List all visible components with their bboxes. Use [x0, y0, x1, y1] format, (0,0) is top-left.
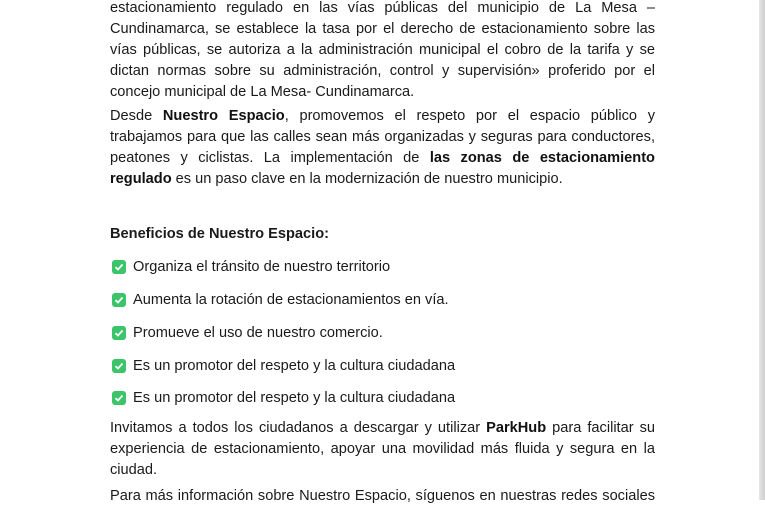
bold-text: Nuestro Espacio	[162, 108, 285, 124]
check-box-icon	[112, 359, 126, 373]
paragraph-nuestro-espacio	[110, 106, 655, 190]
text: , promovemos el respeto por el espacio público y trabajamos para que las calles sean más organizadas y seguras para conductores, peatones y ciclistas. La implementación de	[110, 108, 655, 166]
paragraph-more-info	[110, 486, 655, 507]
bold-text: las zonas de estacionamiento regulado	[110, 150, 655, 187]
benefit-text: Es un promotor del respeto y la cultura ciudadana	[133, 390, 456, 406]
text: para facilitar su experiencia de estacionamiento, apoyar una movilidad más fluida y segura en la ciudad.	[110, 420, 656, 478]
benefit-item	[112, 388, 455, 408]
benefit-item	[112, 257, 390, 277]
benefit-text: Es un promotor del respeto y la cultura ciudadana	[133, 358, 456, 374]
bold-text: ParkHub	[486, 420, 547, 436]
page-edge	[759, 0, 765, 500]
text: Invitamos a todos los ciudadanos a descargar y utilizar	[110, 420, 487, 436]
check-box-icon	[112, 326, 126, 340]
text: es un paso clave en la modernización de nuestro municipio.	[171, 171, 563, 187]
benefit-item	[112, 290, 449, 310]
benefit-text: Aumenta la rotación de estacionamientos en vía.	[133, 292, 449, 308]
benefits-heading: Beneficios de Nuestro Espacio:	[110, 226, 329, 242]
check-box-icon	[112, 391, 126, 405]
text-line: Para más información sobre Nuestro Espacio, síguenos en nuestras redes sociales	[110, 488, 655, 504]
benefit-item	[112, 323, 383, 343]
check-box-icon	[112, 293, 126, 307]
text-line: Cundinamarca, se establece la tasa por el derecho de estacionamiento sobre las	[110, 21, 655, 37]
text-line: estacionamiento regulado en las vías públicas del municipio de La Mesa –	[110, 0, 655, 16]
text-line: concejo municipal de La Mesa- Cundinamarca.	[110, 84, 415, 100]
benefit-text: Organiza el tránsito de nuestro territorio	[133, 259, 391, 275]
benefit-text: Promueve el uso de nuestro comercio.	[133, 325, 383, 341]
text-line: vías públicas, se autoriza a la administración municipal el cobro de la tarifa y se	[110, 42, 655, 58]
text-line: dictan normas sobre su administración, control y supervisión» proferido por el	[110, 63, 655, 79]
paragraph-ordinance	[110, 0, 655, 103]
check-box-icon	[112, 260, 126, 274]
paragraph-parkhub	[110, 418, 655, 481]
benefit-item	[112, 356, 455, 376]
text: Desde	[110, 108, 163, 124]
